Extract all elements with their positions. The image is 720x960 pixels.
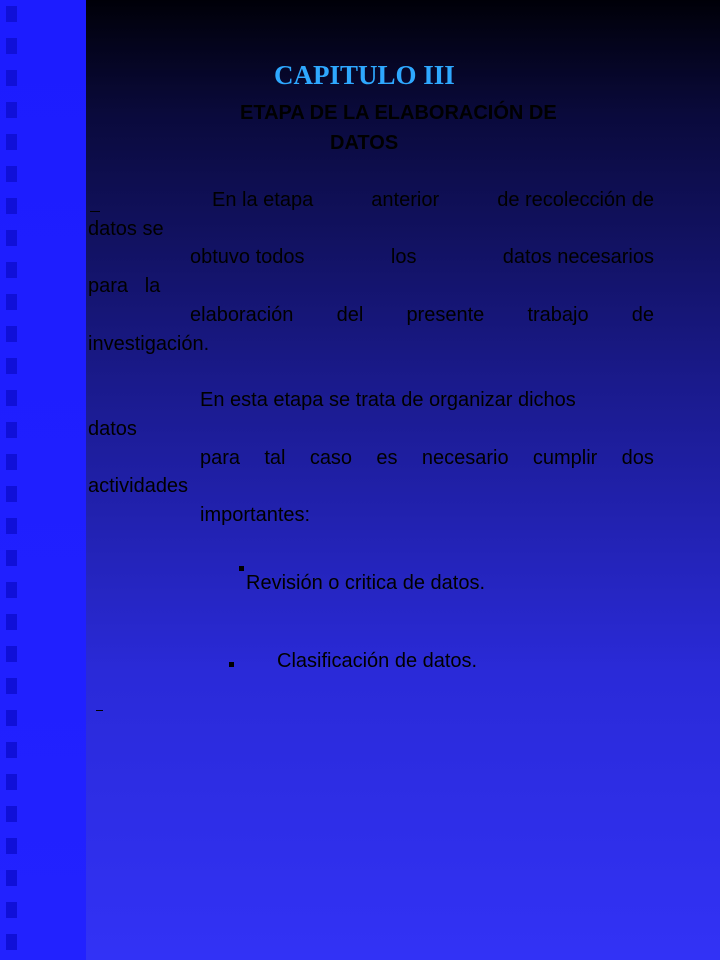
strip-square bbox=[6, 134, 17, 150]
text-segment: trabajo bbox=[527, 304, 589, 326]
paragraph-2-line-4: actividades bbox=[88, 475, 189, 497]
strip-square bbox=[6, 262, 17, 278]
list-item-1: Revisión o critica de datos. bbox=[246, 572, 486, 594]
text-segment: cumplir bbox=[532, 447, 598, 469]
strip-square bbox=[6, 518, 17, 534]
strip-square bbox=[6, 614, 17, 630]
strip-square bbox=[6, 838, 17, 854]
strip-square bbox=[6, 198, 17, 214]
strip-square bbox=[6, 742, 17, 758]
left-decorative-strip bbox=[0, 0, 86, 960]
strip-square bbox=[6, 422, 17, 438]
text-segment: presente bbox=[406, 304, 485, 326]
strip-square bbox=[6, 102, 17, 118]
strip-square bbox=[6, 550, 17, 566]
text-segment: elaboración bbox=[190, 304, 294, 326]
strip-square bbox=[6, 646, 17, 662]
text-segment: para bbox=[200, 447, 241, 469]
strip-square bbox=[6, 902, 17, 918]
text-segment: dos bbox=[621, 447, 654, 469]
strip-square bbox=[6, 678, 17, 694]
strip-square bbox=[6, 582, 17, 598]
text-segment: obtuvo todos bbox=[190, 246, 305, 268]
strip-square bbox=[6, 38, 17, 54]
strip-square bbox=[6, 230, 17, 246]
paragraph-2-line-2: datos bbox=[88, 418, 137, 440]
section-title-line-1: ETAPA DE LA ELABORACIÓN DE bbox=[240, 102, 557, 124]
paragraph-2-line-3 bbox=[200, 446, 654, 470]
paragraph-2-line-1: En esta etapa se trata de organizar dichos bbox=[200, 389, 576, 411]
text-segment: necesario bbox=[421, 447, 509, 469]
paragraph-1-line-2: datos se bbox=[88, 218, 164, 240]
strip-square bbox=[6, 390, 17, 406]
text-segment: tal bbox=[264, 447, 286, 469]
text-segment: es bbox=[376, 447, 398, 469]
trailing-marker bbox=[96, 710, 103, 711]
strip-square bbox=[6, 166, 17, 182]
strip-square bbox=[6, 806, 17, 822]
strip-square bbox=[6, 710, 17, 726]
section-title-line-2: DATOS bbox=[330, 132, 399, 154]
strip-square bbox=[6, 6, 17, 22]
bullet-marker bbox=[229, 662, 234, 667]
list-item-2: Clasificación de datos. bbox=[277, 650, 478, 672]
strip-square bbox=[6, 454, 17, 470]
paragraph-1-line-1 bbox=[212, 188, 654, 212]
strip-square bbox=[6, 358, 17, 374]
text-segment: los bbox=[390, 246, 417, 268]
text-segment: de bbox=[631, 304, 654, 326]
text-segment: del bbox=[336, 304, 364, 326]
strip-square bbox=[6, 486, 17, 502]
paragraph-1-line-4: para la bbox=[88, 275, 161, 297]
strip-square bbox=[6, 326, 17, 342]
text-segment: caso bbox=[309, 447, 353, 469]
paragraph-marker bbox=[90, 211, 100, 212]
paragraph-1-line-6: investigación. bbox=[88, 333, 210, 355]
strip-square bbox=[6, 870, 17, 886]
text-segment: En la etapa bbox=[212, 189, 314, 211]
paragraph-2-line-5: importantes: bbox=[200, 504, 311, 526]
chapter-title: CAPITULO III bbox=[274, 60, 455, 90]
bullet-marker bbox=[239, 566, 244, 571]
strip-square bbox=[6, 934, 17, 950]
paragraph-1-line-5 bbox=[190, 303, 654, 327]
paragraph-1-line-3 bbox=[190, 245, 654, 269]
text-segment: anterior bbox=[371, 189, 440, 211]
strip-square bbox=[6, 294, 17, 310]
strip-square bbox=[6, 70, 17, 86]
text-segment: datos necesarios bbox=[502, 246, 654, 268]
text-segment: de recolección de bbox=[497, 189, 654, 211]
strip-square bbox=[6, 774, 17, 790]
